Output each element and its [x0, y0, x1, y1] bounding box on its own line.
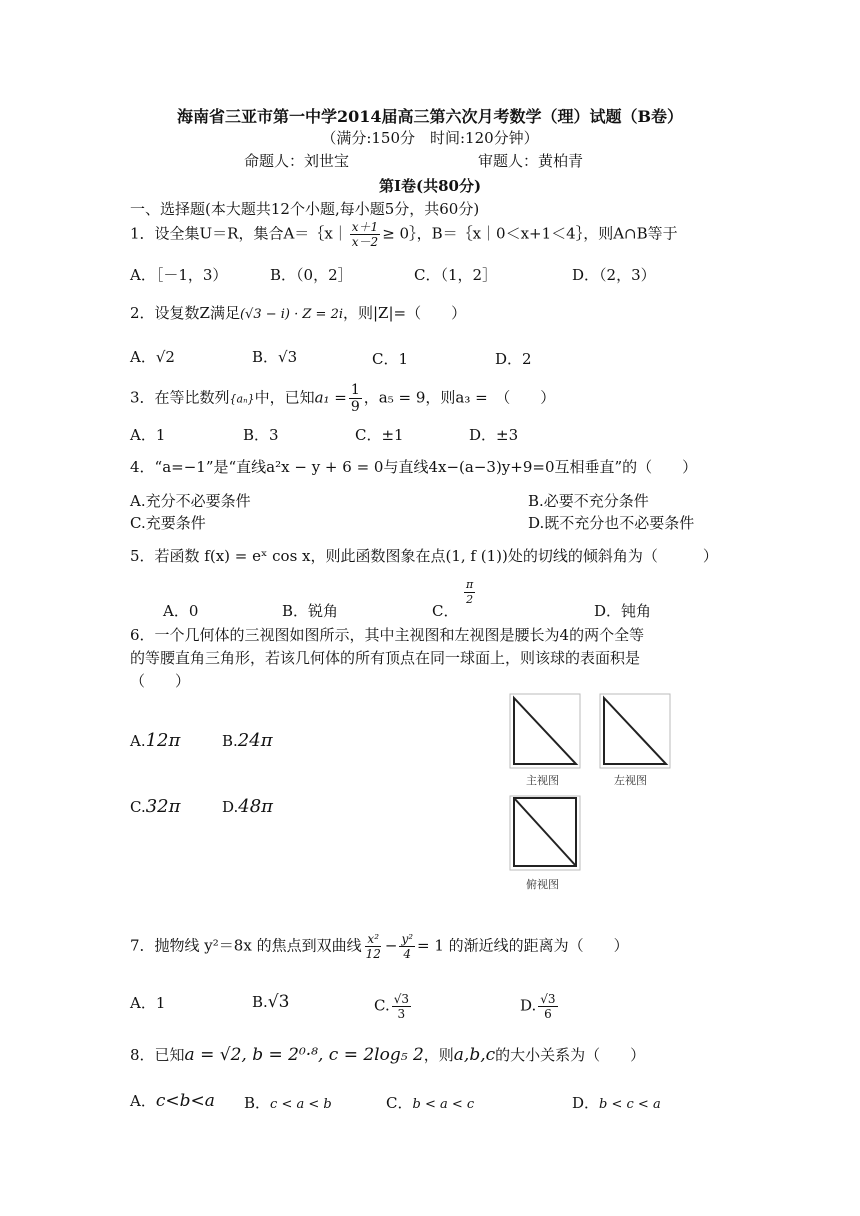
q5-option-a: A．0 — [163, 602, 199, 620]
q8-stem-c: 的大小关系为（ ） — [495, 1046, 646, 1064]
q8-a-value: c<b<a — [155, 1091, 215, 1111]
exam-subtitle: （满分:150分 时间:120分钟） — [321, 129, 539, 147]
front-view-triangle — [514, 698, 576, 764]
q3-option-c: C．±1 — [355, 426, 404, 444]
q3-stem-c: ，a₅ = 9，则a₃ = （ ） — [363, 388, 556, 407]
q5-option-d: D．钝角 — [594, 602, 652, 620]
question-3-stem — [130, 382, 555, 415]
q4-option-c: C.充要条件 — [130, 514, 206, 532]
q8-d-value: b < c < a — [599, 1097, 661, 1112]
q5-option-b: B．锐角 — [282, 602, 339, 620]
q7-c-fraction — [392, 992, 411, 1021]
q8-option-d — [572, 1092, 661, 1113]
q7-c-num: √3 — [393, 992, 409, 1006]
q3-frac-den: 9 — [350, 399, 360, 415]
q8-b-value: c < a < b — [270, 1097, 332, 1112]
q4-option-a: A.充分不必要条件 — [130, 492, 251, 510]
q7-frac-2 — [399, 932, 415, 961]
q8-stem-a: 8．已知 — [130, 1046, 185, 1064]
q2-tail: ，则|Z|=（ ） — [343, 304, 467, 322]
question-1-stem — [130, 220, 678, 249]
q8-option-b — [244, 1092, 332, 1113]
q3-option-d: D．±3 — [469, 426, 519, 444]
q8-c-value: b < a < c — [412, 1097, 475, 1112]
q5-frac-den: 2 — [466, 593, 474, 606]
q6-option-c — [130, 796, 180, 817]
q3-seq: {aₙ} — [229, 392, 255, 406]
q8-c-label: C． — [386, 1094, 413, 1112]
q5-option-c-fraction — [462, 578, 477, 607]
q7-stem-a: 7．抛物线 y²＝8x 的焦点到双曲线 — [130, 936, 362, 955]
q1-option-d: D．（2，3） — [572, 266, 656, 284]
top-view-diagonal — [514, 798, 576, 866]
question-6-line2: 的等腰直角三角形，若该几何体的所有顶点在同一球面上，则该球的表面积是 — [130, 649, 641, 667]
q7-minus: − — [384, 936, 398, 955]
q1-option-a: A．［－1，3） — [130, 266, 228, 284]
q8-expr: a = √2, b = 2⁰·⁸, c = 2log₅ 2 — [184, 1045, 424, 1065]
q6-option-a — [130, 730, 180, 751]
q2-option-c: C．1 — [372, 350, 409, 368]
q8-d-label: D． — [572, 1094, 600, 1112]
q3-frac-num: 1 — [350, 382, 360, 398]
q7-b-value: √3 — [267, 992, 290, 1012]
q7-d-den: 6 — [544, 1007, 552, 1021]
q6-a-value: 12π — [145, 730, 181, 751]
q6-a-label: A. — [130, 732, 146, 750]
q4-option-b: B.必要不充分条件 — [528, 492, 649, 510]
q7-frac-1 — [364, 932, 383, 961]
q6-d-value: 48π — [238, 796, 273, 817]
q7-f1-num: x² — [367, 932, 379, 946]
q3-option-a: A．1 — [130, 426, 166, 444]
q6-option-b — [222, 730, 273, 751]
question-2-stem — [130, 302, 466, 323]
q7-option-a: A．1 — [130, 994, 166, 1012]
q6-b-value: 24π — [237, 730, 273, 751]
q1-frac-num: x＋1 — [351, 220, 379, 234]
q7-c-den: 3 — [397, 1007, 406, 1021]
q8-option-c — [386, 1092, 474, 1113]
q2-option-d: D．2 — [495, 350, 532, 368]
q1-option-b: B．（0，2］ — [270, 266, 353, 284]
question-6-line3: （ ） — [130, 672, 191, 690]
q8-abc: a,b,c — [453, 1045, 496, 1065]
q2-option-a: A．√2 — [130, 348, 175, 366]
q2-option-b: B．√3 — [252, 348, 298, 366]
q6-d-label: D. — [222, 798, 239, 816]
q7-f2-den: 4 — [403, 947, 412, 961]
q1-stem-a: 1．设全集U＝R，集合A＝｛x｜ — [130, 224, 348, 243]
q6-c-label: C. — [130, 798, 146, 816]
q5-option-c: C． — [432, 602, 459, 620]
q7-c-label: C. — [374, 996, 390, 1015]
q1-option-c: C．（1，2］ — [414, 266, 498, 284]
side-view-triangle — [604, 698, 666, 764]
q7-option-b — [252, 992, 289, 1012]
q3-stem-b: 中，已知 — [254, 388, 315, 407]
q8-option-a — [130, 1090, 215, 1111]
q3-option-b: B．3 — [243, 426, 279, 444]
q8-a-label: A． — [130, 1092, 156, 1110]
q6-c-value: 32π — [145, 796, 181, 817]
top-view-label: 俯视图 — [526, 878, 559, 891]
q6-option-d — [222, 796, 273, 817]
question-4-stem: 4．“a=−1”是“直线a²x − y + 6 = 0与直线4x−(a−3)y+9=0互相垂直”的（ ） — [130, 458, 698, 476]
q3-stem-a: 3．在等比数列 — [130, 388, 230, 407]
question-5-stem: 5．若函数 f(x) = eˣ cos x，则此函数图象在点(1, f (1))处的切线的倾斜角为（ ） — [130, 547, 718, 565]
q5-fraction — [464, 578, 475, 607]
q7-f1-den: 12 — [365, 947, 381, 961]
question-8-stem — [130, 1044, 645, 1065]
q7-b-label: B. — [252, 993, 268, 1011]
q2-expr: (√3 − i) · Z = 2i — [239, 307, 343, 322]
q2-stem: 2．设复数Z满足 — [130, 304, 240, 322]
front-view-label: 主视图 — [526, 774, 559, 787]
three-view-figure — [496, 686, 676, 896]
q1-stem-b: ≥ 0｝，B＝｛x｜0＜x+1＜4｝，则A∩B等于 — [382, 224, 678, 243]
reviewer: 审题人：黄柏青 — [478, 152, 584, 170]
q8-stem-b: ，则 — [423, 1046, 454, 1064]
q3-fraction — [349, 382, 362, 415]
q8-b-label: B． — [244, 1094, 271, 1112]
q7-d-fraction — [538, 992, 557, 1021]
q7-d-num: √3 — [540, 992, 556, 1006]
q7-f2-num: y² — [401, 932, 414, 946]
q5-frac-num: π — [466, 578, 474, 591]
section-heading: 一、选择题(本大题共12个小题,每小题5分，共60分) — [130, 200, 480, 218]
volume-heading: 第Ⅰ卷(共80分) — [378, 177, 482, 195]
side-view-label: 左视图 — [614, 774, 647, 787]
q1-frac-den: x－2 — [351, 235, 379, 249]
q6-b-label: B. — [222, 732, 238, 750]
q7-d-label: D. — [520, 996, 537, 1015]
q7-stem-b: = 1 的渐近线的距离为（ ） — [417, 936, 629, 955]
exam-title: 海南省三亚市第一中学2014届高三第六次月考数学（理）试题（B卷） — [176, 107, 684, 126]
question-7-stem — [130, 932, 629, 961]
setter: 命题人：刘世宝 — [244, 152, 350, 170]
q7-option-c — [374, 992, 413, 1021]
q7-option-d — [520, 992, 560, 1021]
q1-fraction — [350, 220, 380, 249]
q3-a1: a₁ = — [314, 388, 347, 407]
question-6-line1: 6．一个几何体的三视图如图所示，其中主视图和左视图是腰长为4的两个全等 — [130, 626, 645, 644]
q4-option-d: D.既不充分也不必要条件 — [528, 514, 695, 532]
